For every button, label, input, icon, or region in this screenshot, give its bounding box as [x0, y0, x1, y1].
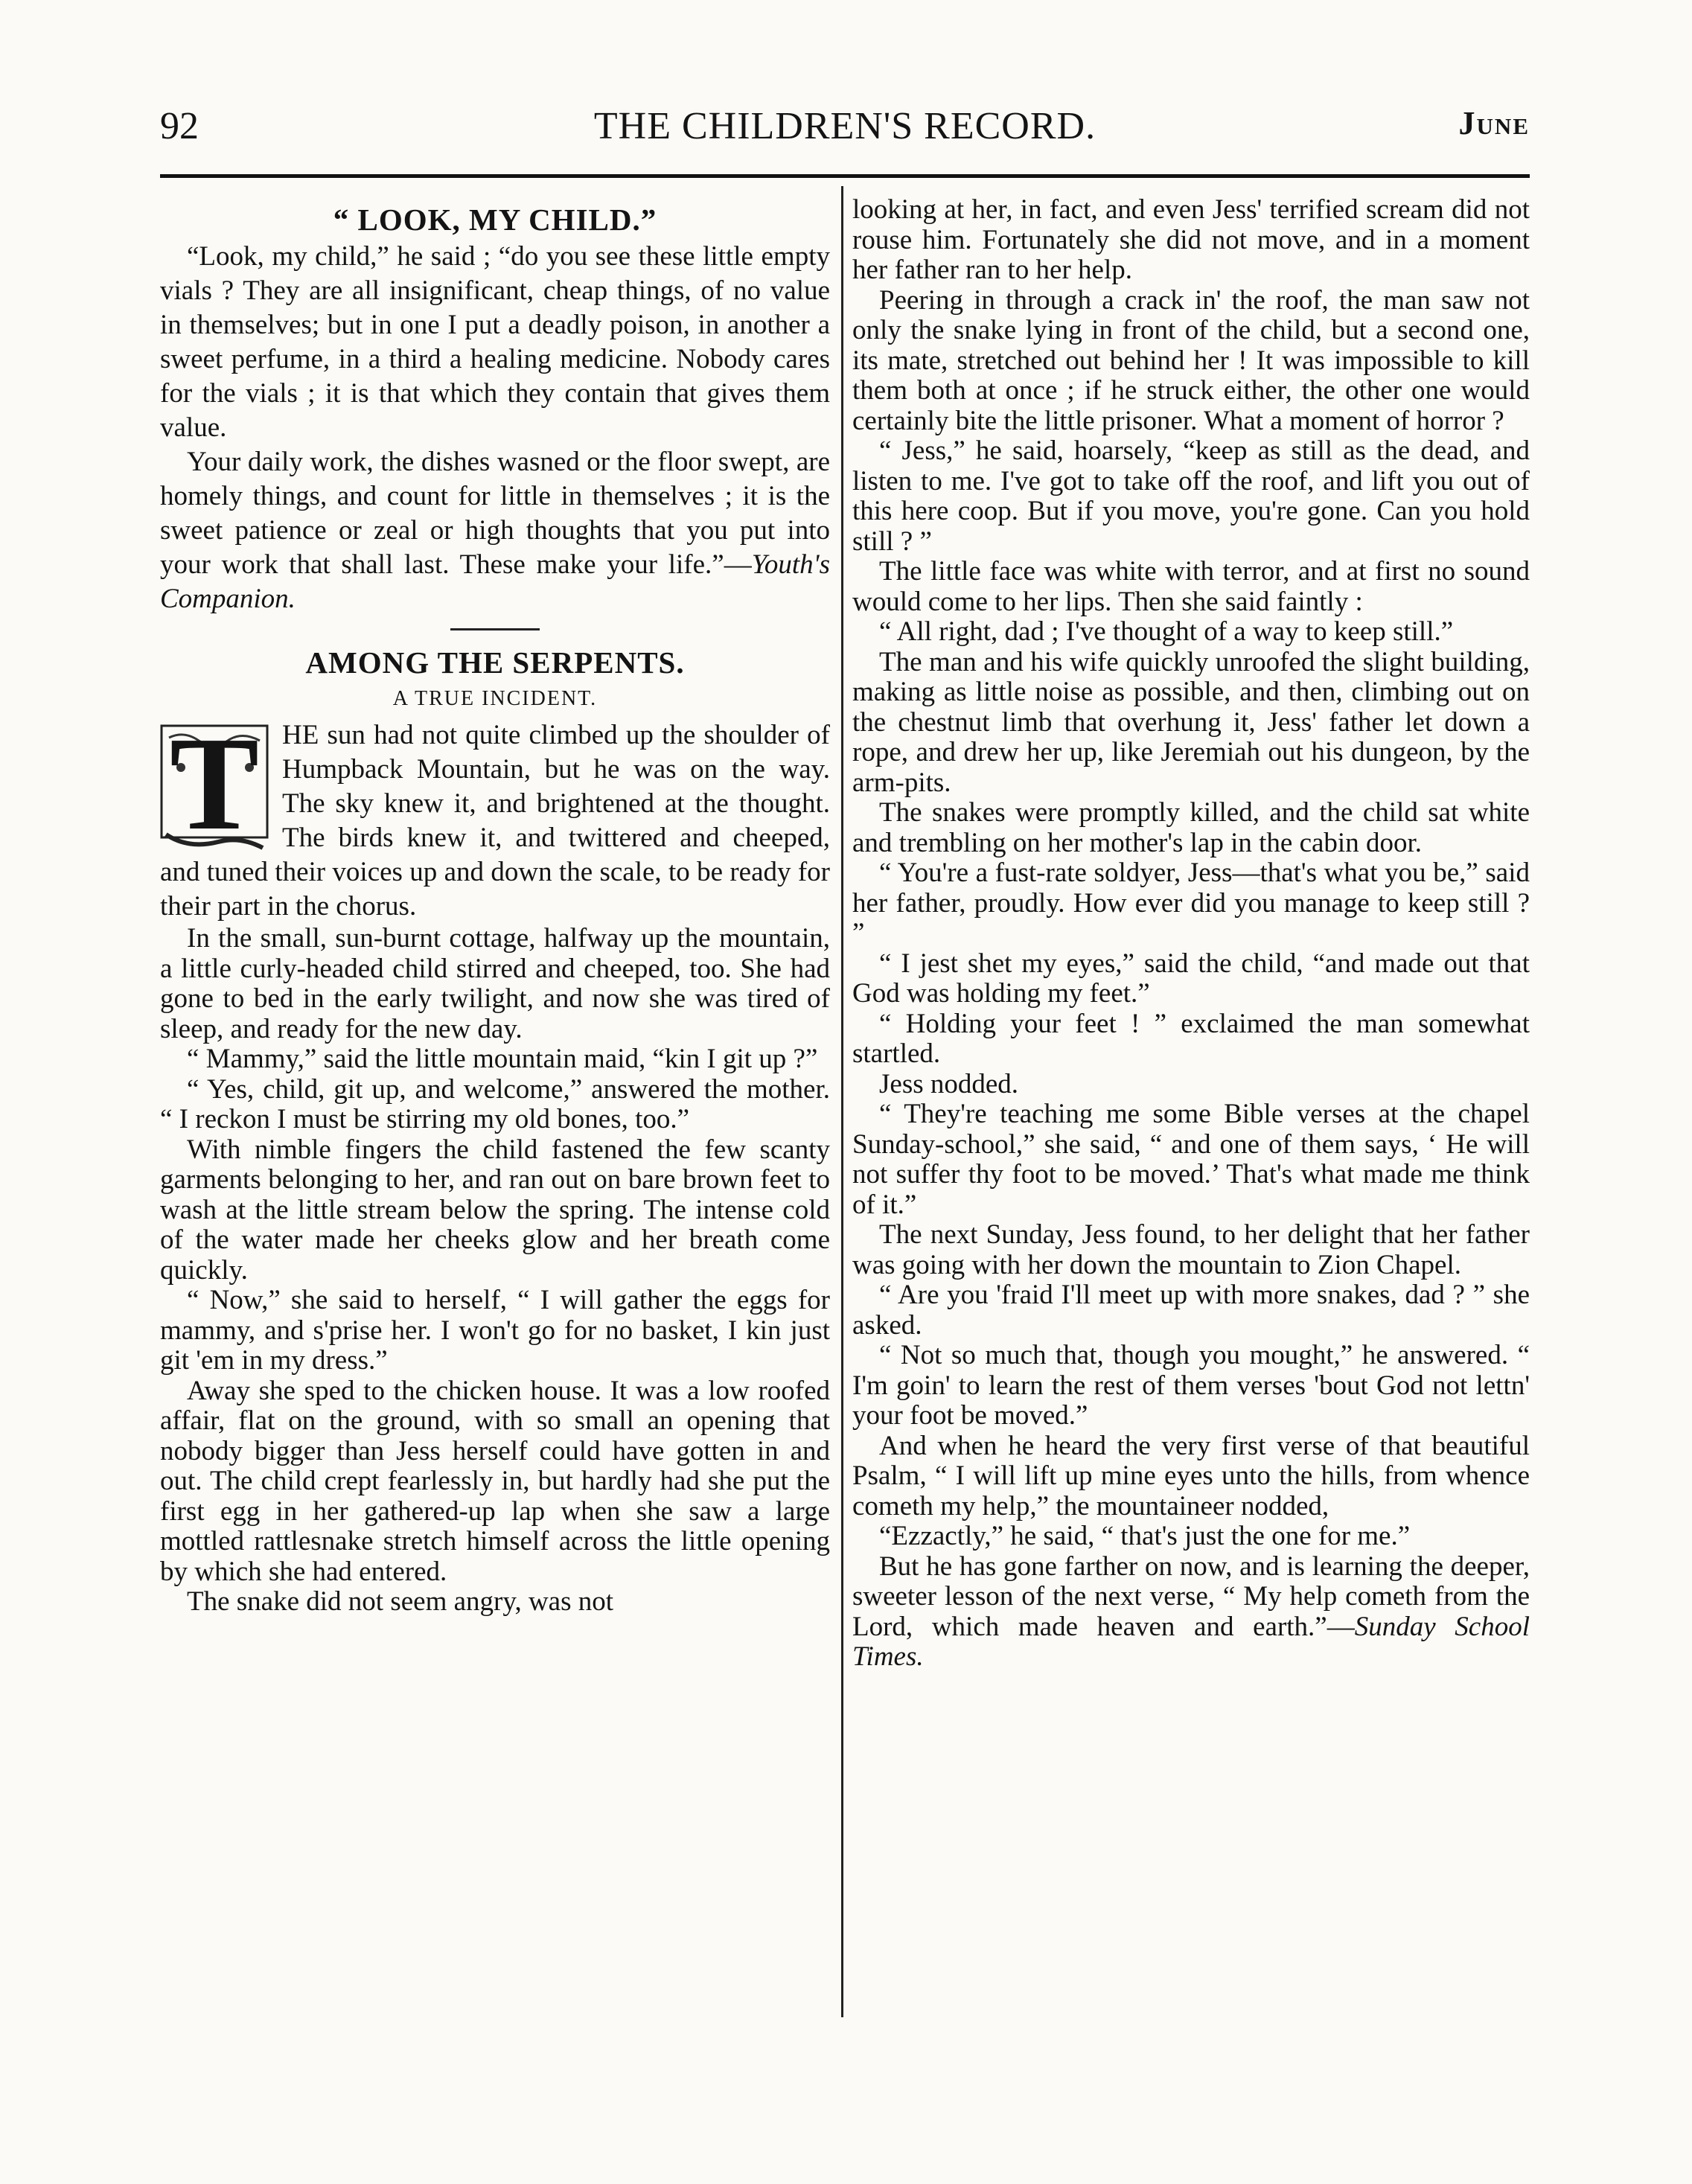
header-rule	[160, 174, 1530, 178]
story-paragraph: But he has gone farther on now, and is learning the deeper, sweeter lesson of the next verse, “ My help cometh from the Lord, which made heaven and earth.”—Sunday School Times.	[852, 1551, 1530, 1672]
story-paragraph: “ Holding your feet ! ” exclaimed the man somewhat startled.	[852, 1008, 1530, 1069]
article-credit: Youth's Companion.	[160, 549, 830, 614]
column-divider	[841, 186, 843, 2017]
story-paragraph: “ I jest shet my eyes,” said the child, “and made out that God was holding my feet.”	[852, 948, 1530, 1009]
article-paragraph: T HE sun had not quite climbed up the shoulder of Humpback Mountain, but he was on the way. The sky knew it, and brightened at the thought. The birds knew it, and twittered and cheeped, and tuned their voices up and down the scale, to be ready for their part in the chorus.	[160, 709, 830, 922]
story-paragraph: “ Jess,” he said, hoarsely, “keep as still as the dead, and listen to me. I've got to take off the roof, and lift you out of this here coop. But if you move, you're gone. Can you hold still ? ”	[852, 435, 1530, 557]
left-column	[160, 195, 830, 1618]
right-column	[852, 195, 1530, 1673]
article-title-among-the-serpents: AMONG THE SERPENTS.	[305, 645, 685, 680]
page-number: 92	[160, 105, 199, 147]
page-header	[160, 104, 1530, 156]
story-paragraph: Peering in through a crack in' the roof, the man saw not only the snake lying in front of the child, but a second one, its mate, stretched out behind her ! It was impossible to kill them both at once ; if he struck either, the other one would certainly bite the little prisoner. What a moment of horror ?	[852, 284, 1530, 436]
article-paragraph: “Look, my child,” he said ; “do you see these little empty vials ? They are all insignificant, cheap things, of no value in themselves; but in one I put a deadly poison, in another a sweet perfume, in a third a healing medicine. Nobody cares for the vials ; it is that which they contain that gives them value.	[160, 241, 830, 443]
story-paragraph: Jess nodded.	[879, 1068, 1019, 1099]
story-paragraph: With nimble fingers the child fastened the few scanty garments belonging to her, and ran out on bare brown feet to wash at the little stream below the spring. The intense cold of the water made her cheeks glow and her breath come quickly.	[160, 1134, 830, 1286]
story-paragraph: The next Sunday, Jess found, to her delight that her father was going with her down the mountain to Zion Chapel.	[852, 1219, 1530, 1280]
story-paragraph: “ Are you 'fraid I'll meet up with more snakes, dad ? ” she asked.	[852, 1280, 1530, 1341]
drop-cap-letter: T	[169, 709, 260, 858]
left-column-story	[160, 924, 830, 1618]
issue-month: June	[1458, 105, 1530, 141]
story-paragraph: “ They're teaching me some Bible verses at the chapel Sunday-school,” she said, “ and one of them says, ‘ He will not suffer thy foot to be moved.’ That's what made me think of it.”	[852, 1099, 1530, 1220]
story-paragraph: The little face was white with terror, and at first no sound would come to her lips. Then she said faintly :	[852, 556, 1530, 617]
article-separator	[450, 628, 540, 630]
story-paragraph: “ Mammy,” said the little mountain maid, “kin I git up ?”	[187, 1044, 818, 1074]
story-paragraph: “ You're a fust-rate soldyer, Jess—that's what you be,” said her father, proudly. How ever did you manage to keep still ? ”	[852, 858, 1530, 948]
article-subtitle: A TRUE INCIDENT.	[392, 687, 598, 710]
story-paragraph: “ Not so much that, though you mought,” he answered. “ I'm goin' to learn the rest of them verses 'bout God not lettn' your foot be moved.”	[852, 1340, 1530, 1431]
story-paragraph: Away she sped to the chicken house. It was a low roofed affair, flat on the ground, with so small an opening that nobody bigger than Jess herself could have gotten in and out. The child crept fearlessly in, but hardly had she put the first egg in her gathered-up lap when she saw a large mottled rattlesnake stretch himself across the little opening by which she had entered.	[160, 1375, 830, 1587]
drop-cap-ornament	[159, 709, 270, 858]
story-paragraph: “ Yes, child, git up, and welcome,” answered the mother. “ I reckon I must be stirring my old bones, too.”	[160, 1073, 830, 1134]
story-paragraph: “ Now,” she said to herself, “ I will gather the eggs for mammy, and s'prise her. I won't go for no basket, I kin just git 'em in my dress.”	[160, 1285, 830, 1376]
story-paragraph: “Ezzactly,” he said, “ that's just the one for me.”	[879, 1521, 1411, 1551]
story-paragraph: The snake did not seem angry, was not	[187, 1586, 614, 1617]
story-paragraph: And when he heard the very first verse of that beautiful Psalm, “ I will lift up mine eyes unto the hills, from whence cometh my help,” the mountaineer nodded,	[852, 1430, 1530, 1522]
story-paragraph: “ All right, dad ; I've thought of a way to keep still.”	[879, 616, 1454, 647]
article-credit: Sunday School Times.	[852, 1611, 1530, 1672]
article-paragraph: Your daily work, the dishes wasned or the floor swept, are homely things, and count for little in themselves ; it is the sweet patience or zeal or high thoughts that you put into your work that shall last. These make your life.”—Youth's Companion.	[160, 447, 830, 614]
story-paragraph: The snakes were promptly killed, and the child sat white and trembling on her mother's lap in the cabin door.	[852, 797, 1530, 858]
story-paragraph: In the small, sun-burnt cottage, halfway up the mountain, a little curly-headed child stirred and cheeped, too. She had gone to bed in the early twilight, and now she was tired of sleep, and ready for the new day.	[160, 923, 830, 1044]
publication-title: THE CHILDREN'S RECORD.	[593, 105, 1096, 147]
article-title-look-my-child: “ LOOK, MY CHILD.”	[333, 202, 657, 237]
story-paragraph: looking at her, in fact, and even Jess' terrified scream did not rouse him. Fortunately she did not move, and in a moment her father ran to her help.	[852, 194, 1530, 285]
story-paragraph: The man and his wife quickly unroofed the slight building, making as little noise as possible, and then, climbing out on the chestnut limb that overhung it, Jess' father let down a rope, and drew her up, like Jeremiah out his dungeon, by the arm-pits.	[852, 646, 1530, 798]
